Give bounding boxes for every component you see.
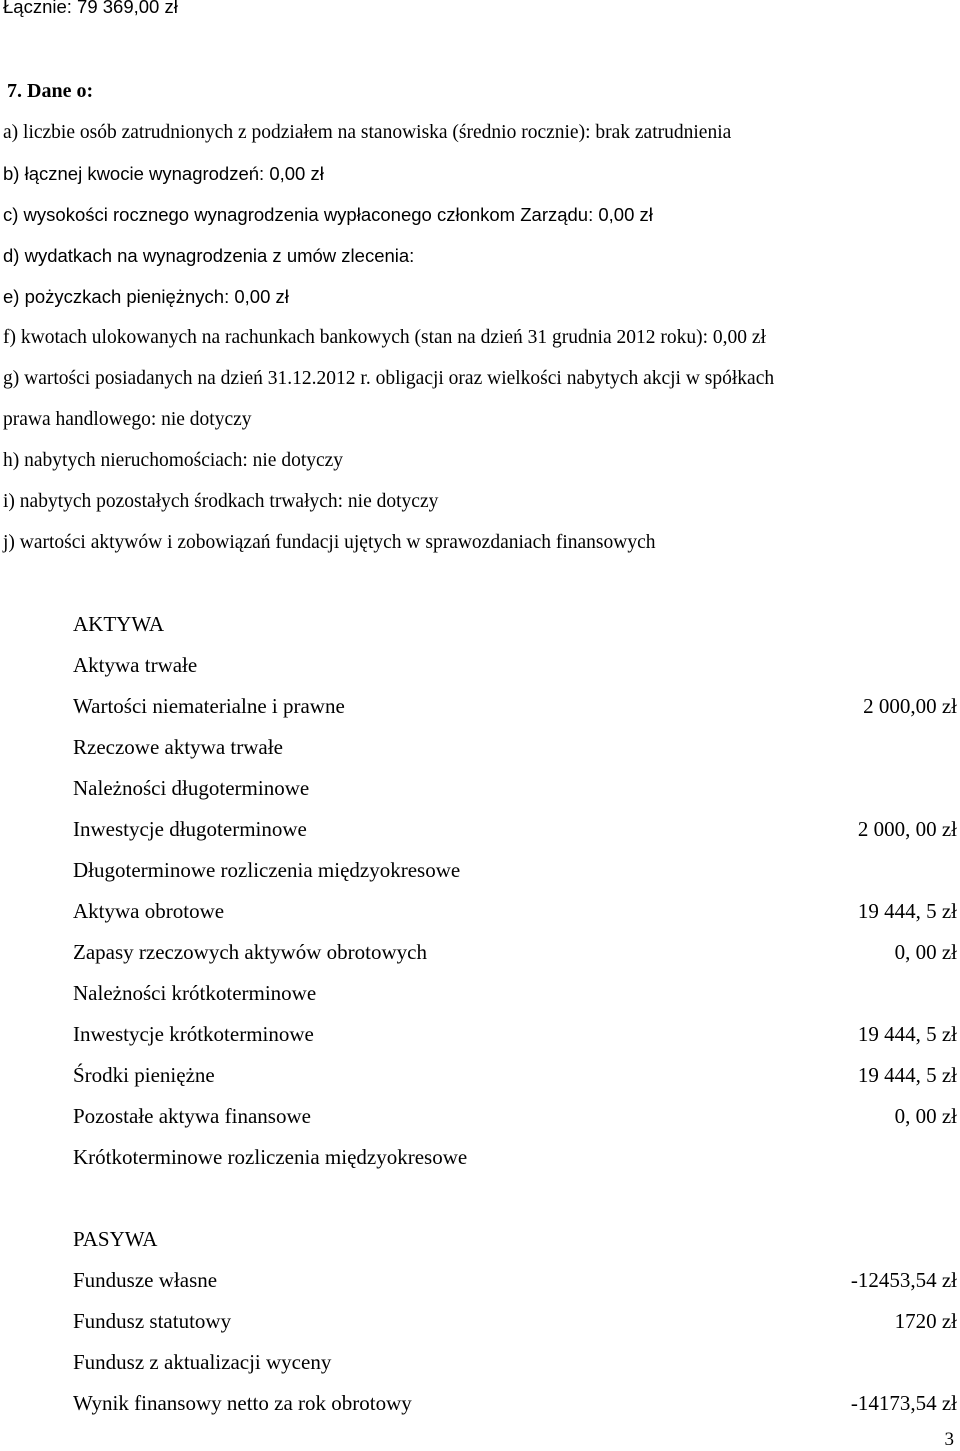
- row-label: Wynik finansowy netto za rok obrotowy: [73, 1391, 412, 1415]
- row-value: 19 444, 5 zł: [857, 1063, 957, 1087]
- section-item-f: f) kwotach ulokowanych na rachunkach bankowych (stan na dzień 31 grudnia 2012 roku): 0,00 zł: [3, 327, 766, 348]
- row-value: 0, 00 zł: [894, 1104, 957, 1128]
- row-label: Inwestycje krótkoterminowe: [73, 1022, 314, 1046]
- section-item-b: b) łącznej kwocie wynagrodzeń: 0,00 zł: [3, 163, 324, 184]
- row-label: Pozostałe aktywa finansowe: [73, 1104, 311, 1128]
- row-label: Fundusz z aktualizacji wyceny: [73, 1350, 332, 1374]
- table-row: [73, 899, 957, 923]
- total-line: Łącznie: 79 369,00 zł: [3, 0, 178, 17]
- row-label: Fundusze własne: [73, 1268, 218, 1292]
- page-number: 3: [944, 1429, 954, 1450]
- pasywa-heading: [73, 1227, 957, 1251]
- table-row: [73, 735, 957, 759]
- row-label: Fundusz statutowy: [73, 1309, 232, 1333]
- section-item-h: h) nabytych nieruchomościach: nie dotyczy: [3, 450, 344, 471]
- row-value: 19 444, 5 zł: [857, 899, 957, 923]
- row-value: 19 444, 5 zł: [857, 1022, 957, 1046]
- table-row: [73, 653, 957, 677]
- row-label: Rzeczowe aktywa trwałe: [73, 735, 283, 759]
- aktywa-heading: [73, 612, 957, 636]
- row-label: Środki pieniężne: [73, 1063, 215, 1087]
- row-label: Należności długoterminowe: [73, 776, 310, 800]
- table-row: [73, 1391, 957, 1415]
- row-value: 2 000, 00 zł: [857, 817, 957, 841]
- pasywa-heading-label: PASYWA: [73, 1227, 158, 1251]
- table-row: [73, 940, 957, 964]
- table-row: [73, 981, 957, 1005]
- table-row: [73, 694, 957, 718]
- table-row: [73, 817, 957, 841]
- section-item-d: d) wydatkach na wynagrodzenia z umów zlecenia:: [3, 245, 415, 266]
- row-label: Wartości niematerialne i prawne: [73, 694, 345, 718]
- section-item-j: j) wartości aktywów i zobowiązań fundacji ujętych w sprawozdaniach finansowych: [3, 532, 656, 553]
- section-heading: 7. Dane o:: [7, 80, 94, 102]
- table-row: [73, 1063, 957, 1087]
- table-row: [73, 1104, 957, 1128]
- aktywa-heading-label: AKTYWA: [73, 612, 164, 636]
- table-row: [73, 1350, 957, 1374]
- row-value: 0, 00 zł: [894, 940, 957, 964]
- section-item-g-continued: prawa handlowego: nie dotyczy: [3, 409, 252, 430]
- table-row: [73, 1309, 957, 1333]
- row-value: 1720 zł: [894, 1309, 957, 1333]
- section-item-e: e) pożyczkach pieniężnych: 0,00 zł: [3, 286, 289, 307]
- row-label: Aktywa obrotowe: [73, 899, 225, 923]
- row-value: -12453,54 zł: [850, 1268, 957, 1292]
- row-label: Zapasy rzeczowych aktywów obrotowych: [73, 940, 427, 964]
- row-value: 2 000,00 zł: [863, 694, 957, 718]
- row-label: Należności krótkoterminowe: [73, 981, 317, 1005]
- table-row: [73, 1145, 957, 1169]
- section-item-a: a) liczbie osób zatrudnionych z podziałem na stanowiska (średnio rocznie): brak zatrudnienia: [3, 122, 732, 143]
- section-item-g: g) wartości posiadanych na dzień 31.12.2012 r. obligacji oraz wielkości nabytych akcji w spółkach: [3, 368, 775, 389]
- table-row: [73, 858, 957, 882]
- row-label: Długoterminowe rozliczenia międzyokresowe: [73, 858, 461, 882]
- row-label: Krótkoterminowe rozliczenia międzyokresowe: [73, 1145, 468, 1169]
- row-label: Aktywa trwałe: [73, 653, 198, 677]
- table-row: [73, 1268, 957, 1292]
- table-row: [73, 1022, 957, 1046]
- section-item-c: c) wysokości rocznego wynagrodzenia wypłaconego członkom Zarządu: 0,00 zł: [3, 204, 653, 225]
- table-row: [73, 776, 957, 800]
- row-value: -14173,54 zł: [850, 1391, 957, 1415]
- section-item-i: i) nabytych pozostałych środkach trwałych: nie dotyczy: [3, 491, 439, 512]
- row-label: Inwestycje długoterminowe: [73, 817, 307, 841]
